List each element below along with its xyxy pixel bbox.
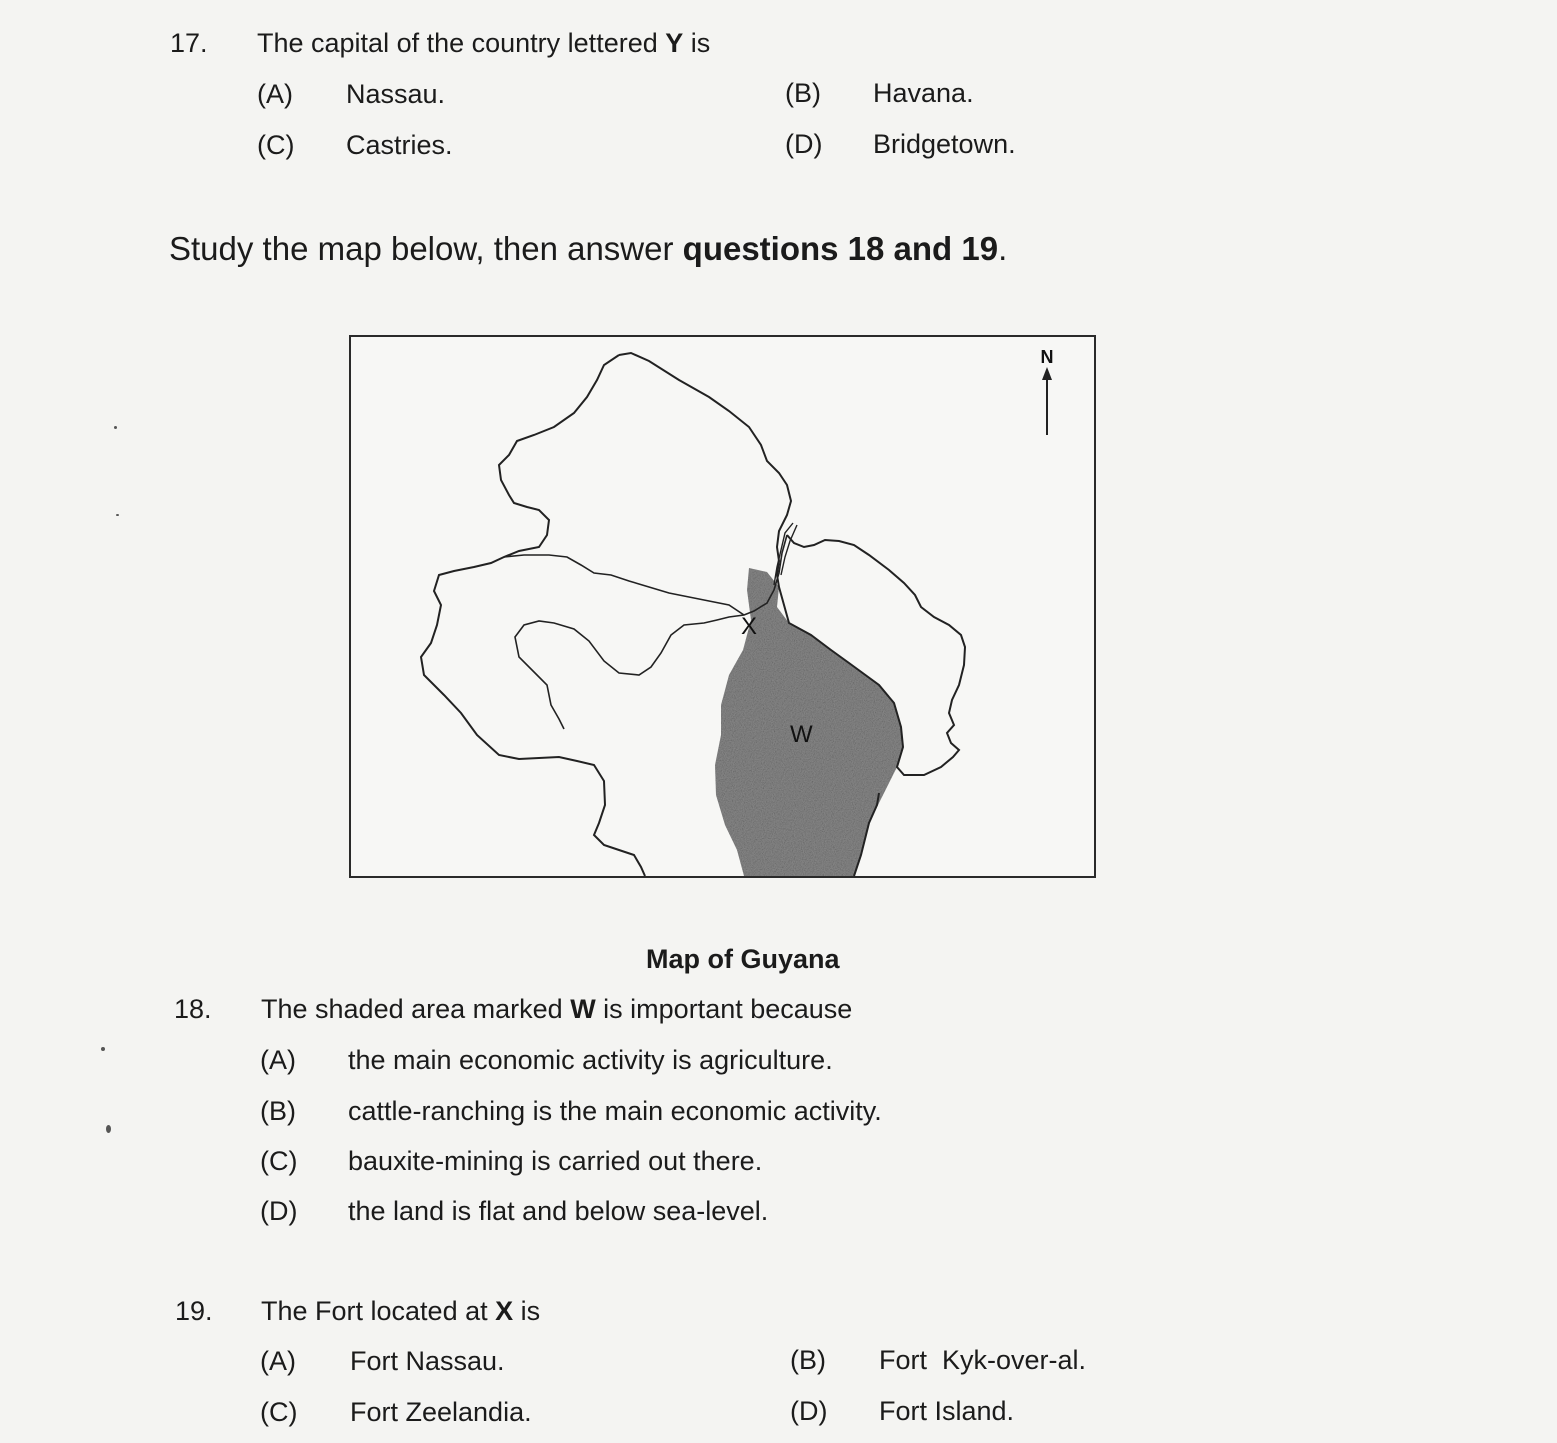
q19-stem-end: is — [513, 1296, 541, 1326]
q18-option-a-text[interactable]: the main economic activity is agriculture. — [348, 1045, 833, 1075]
map-label-w: W — [790, 721, 813, 748]
q17-option-c-text[interactable]: Castries. — [346, 130, 453, 160]
q19-option-a-letter[interactable]: (A) — [260, 1346, 296, 1376]
q17-number: 17. — [170, 28, 208, 58]
q19-option-b-letter[interactable]: (B) — [790, 1345, 826, 1375]
north-label: N — [1040, 347, 1054, 367]
q17-stem — [257, 28, 710, 59]
q17-stem-bold: Y — [665, 28, 684, 58]
map-instruction-bold: questions 18 and 19 — [682, 230, 999, 267]
scan-speck — [106, 1125, 111, 1133]
map-label-x: X — [741, 613, 758, 640]
map-instruction — [169, 230, 1007, 268]
q19-option-b-text[interactable]: Fort Kyk-over-al. — [879, 1345, 1087, 1375]
scan-speck — [101, 1047, 105, 1051]
q19-option-a-text[interactable]: Fort Nassau. — [350, 1346, 505, 1376]
q18-option-c-text[interactable]: bauxite-mining is carried out there. — [348, 1146, 763, 1176]
q19-option-d-text[interactable]: Fort Island. — [879, 1396, 1015, 1426]
q18-option-b-text[interactable]: cattle-ranching is the main economic activity. — [348, 1096, 882, 1126]
q17-stem-end: is — [683, 28, 711, 58]
map-instruction-text: Study the map below, then answer — [169, 230, 683, 267]
map-caption: Map of Guyana — [646, 944, 840, 974]
q17-option-c-letter[interactable]: (C) — [257, 130, 295, 160]
q17-option-b-letter[interactable]: (B) — [785, 78, 821, 108]
scan-speck — [116, 514, 119, 516]
q17-option-d-text[interactable]: Bridgetown. — [873, 129, 1016, 159]
q18-option-c-letter[interactable]: (C) — [260, 1146, 298, 1176]
q18-option-d-letter[interactable]: (D) — [260, 1196, 298, 1226]
q17-option-b-text[interactable]: Havana. — [873, 78, 974, 108]
q18-number: 18. — [174, 994, 212, 1024]
q19-option-c-text[interactable]: Fort Zeelandia. — [350, 1397, 532, 1427]
q18-stem-text: The shaded area marked — [261, 994, 571, 1024]
q19-stem-text: The Fort located at — [261, 1296, 496, 1326]
q18-stem — [261, 994, 852, 1025]
q19-stem-bold: X — [495, 1296, 514, 1326]
q19-stem — [261, 1296, 540, 1327]
q19-option-c-letter[interactable]: (C) — [260, 1397, 298, 1427]
q17-stem-text: The capital of the country lettered — [257, 28, 666, 58]
q17-option-d-letter[interactable]: (D) — [785, 129, 823, 159]
q18-stem-bold: W — [570, 994, 596, 1024]
q18-option-a-letter[interactable]: (A) — [260, 1045, 296, 1075]
q17-option-a-letter[interactable]: (A) — [257, 79, 293, 109]
scan-speck — [114, 426, 117, 429]
q18-stem-end: is important because — [595, 994, 853, 1024]
q18-option-b-letter[interactable]: (B) — [260, 1096, 296, 1126]
guyana-map — [349, 335, 1097, 878]
q19-option-d-letter[interactable]: (D) — [790, 1396, 828, 1426]
q17-option-a-text[interactable]: Nassau. — [346, 79, 446, 109]
q19-number: 19. — [175, 1296, 213, 1326]
q18-option-d-text[interactable]: the land is flat and below sea-level. — [348, 1196, 769, 1226]
map-instruction-end: . — [998, 230, 1008, 267]
